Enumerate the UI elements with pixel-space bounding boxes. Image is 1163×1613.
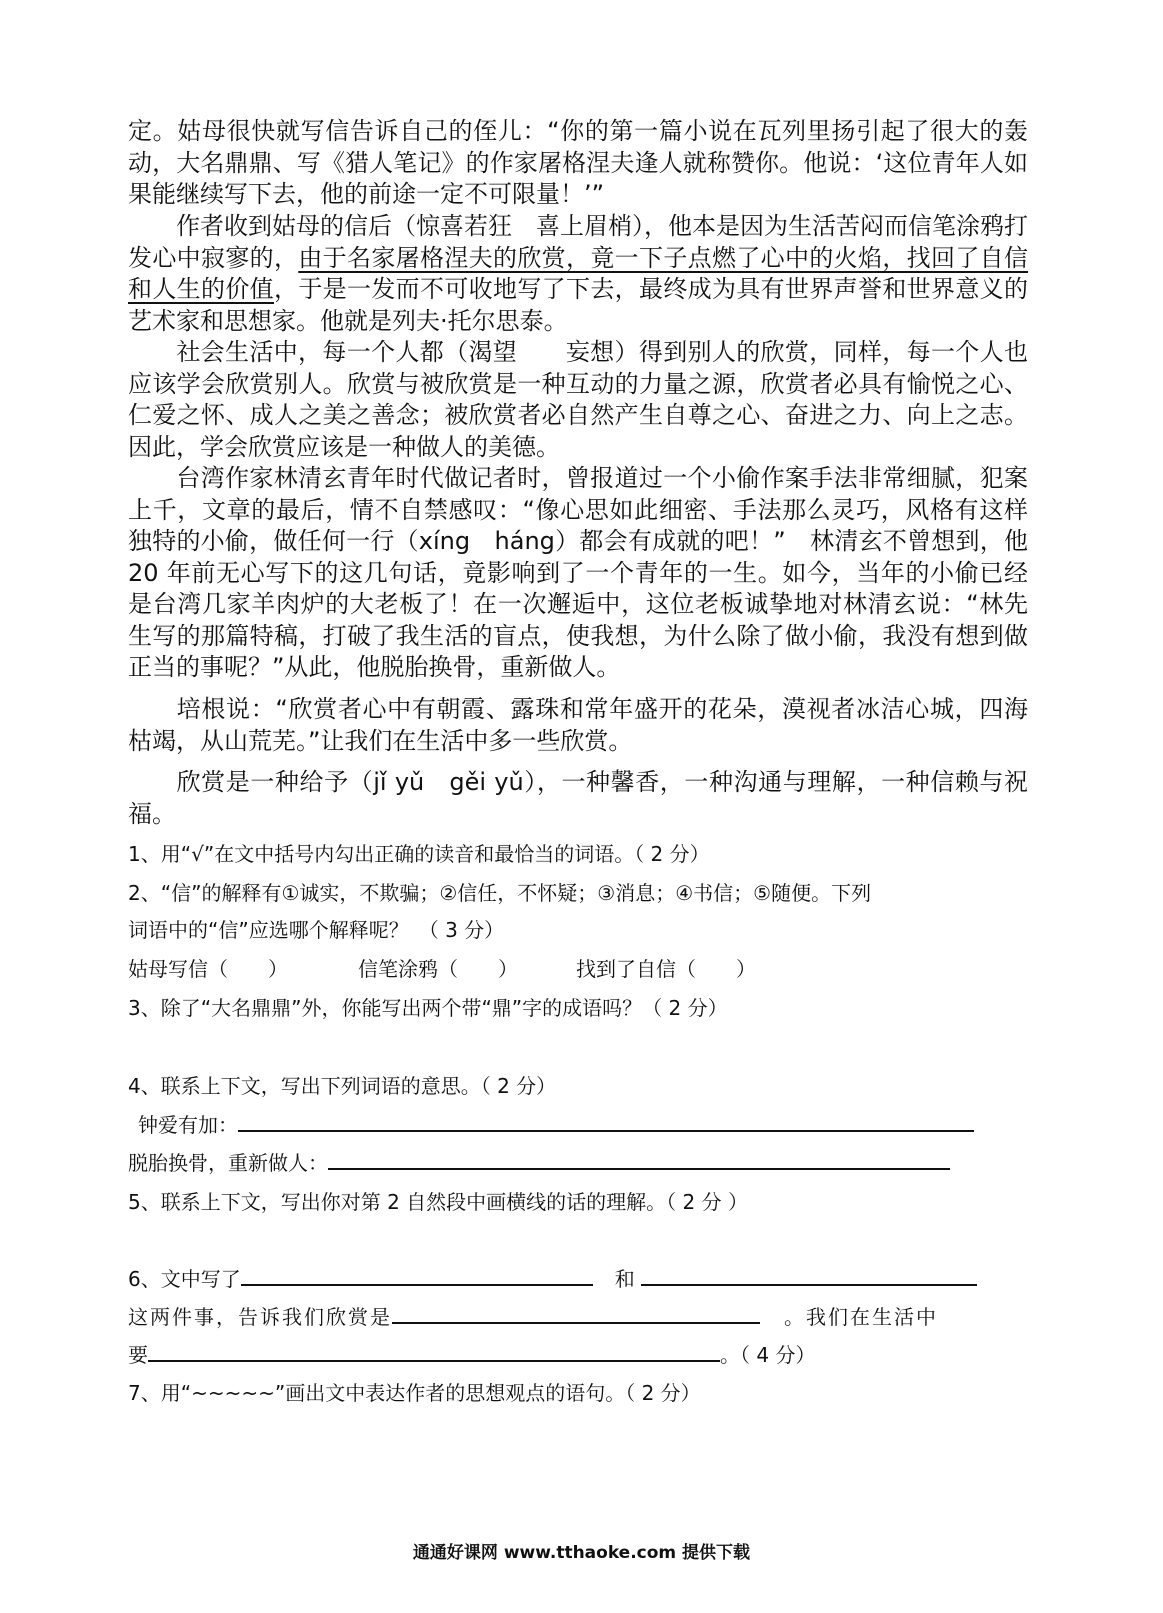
passage-paragraph-2: 作者收到姑母的信后（惊喜若狂 喜上眉梢），他本是因为生活苦闷而信笔涂鸦打发心中寂寥的，由于名家屠格涅夫的欣赏，竟一下子点燃了心中的火焰，找回了自信和人生的价值，于是一发而不可收地写了下去，最终成为具有世界声誉和世界意义的艺术家和思想家。他就是列夫·托尔思泰。	[128, 212, 1029, 335]
question-6-line-2: 这两件事，告诉我们欣赏是 。我们在生活中	[128, 1305, 938, 1329]
q6-blank-4[interactable]	[148, 1342, 720, 1362]
q4-answer-line-2[interactable]	[328, 1150, 950, 1170]
passage-paragraph-4: 台湾作家林清玄青年时代做记者时，曾报道过一个小偷作案手法非常细腻，犯案上千，文章的最后，情不自禁感叹：“像心思如此细密、手法那么灵巧，风格有这样独特的小偷，做任何一行（xíng háng）都会有成就的吧！” 林清玄不曾想到，他 20 年前无心写下的这几句话，竟影响到了一个青年的一生。如今，当年的小偷已经是台湾几家羊肉炉的大老板了！在一次邂逅中，这位老板诚挚地对林清玄说：“林先生写的那篇特稿，打破了我生活的盲点，使我想，为什么除了做小偷，我没有想到做正当的事呢？”从此，他脱胎换骨，重新做人。	[128, 464, 1028, 681]
question-4: 4、联系上下文，写出下列词语的意思。（ 2 分）	[128, 1074, 557, 1098]
q2-item-1[interactable]: 姑母写信（ ）	[128, 957, 288, 981]
question-2-line-1: 2、“信”的解释有①诚实，不欺骗；②信任，不怀疑；③消息；④书信；⑤随便。下列	[128, 881, 872, 905]
q4-answer-line-1[interactable]	[238, 1112, 974, 1132]
q4-row-1	[138, 1112, 974, 1138]
q2-item-2[interactable]: 信笔涂鸦（ ）	[358, 957, 518, 981]
q4-term-2: 脱胎换骨，重新做人：	[128, 1151, 328, 1175]
footer-source: 通通好课网 www.tthaoke.com 提供下载	[412, 1543, 751, 1563]
question-1: 1、用“√”在文中括号内勾出正确的读音和最恰当的词语。（ 2 分）	[128, 842, 710, 866]
question-7: 7、用“~~~~~”画出文中表达作者的思想观点的语句。（ 2 分）	[128, 1381, 701, 1405]
q6-blank-3[interactable]	[392, 1304, 760, 1324]
question-2-line-2: 词语中的“信”应选哪个解释呢？ （ 3 分）	[128, 918, 505, 942]
question-5: 5、联系上下文，写出你对第 2 自然段中画横线的话的理解。（ 2 分 ）	[128, 1190, 748, 1214]
passage-paragraph-5: 培根说：“欣赏者心中有朝霞、露珠和常年盛开的花朵，漠视者冰洁心城，四海枯竭，从山荒芜。”让我们在生活中多一些欣赏。	[128, 695, 1028, 755]
underlined-sentence: 由于名家屠格涅夫的欣赏，竟一下子点燃了心中的火焰，找回了自信和人生的价值	[128, 243, 1029, 303]
question-2-items	[128, 956, 756, 982]
passage-paragraph-1: 定。姑母很快就写信告诉自己的侄儿：“你的第一篇小说在瓦列里扬引起了很大的轰动，大名鼎鼎、写《猎人笔记》的作家屠格涅夫逢人就称赞你。他说：‘这位青年人如果能继续写下去，他的前途一定不可限量！’”	[128, 117, 1028, 208]
passage-paragraph-6: 欣赏是一种给予（jǐ yǔ gěi yǔ），一种馨香，一种沟通与理解，一种信赖与祝福。	[128, 768, 1028, 828]
question-3: 3、除了“大名鼎鼎”外，你能写出两个带“鼎”字的成语吗？（ 2 分）	[128, 996, 728, 1020]
q6-blank-1[interactable]	[241, 1266, 593, 1286]
q6-blank-2[interactable]	[641, 1266, 977, 1286]
passage-paragraph-3: 社会生活中，每一个人都（渴望 妄想）得到别人的欣赏，同样，每一个人也应该学会欣赏别人。欣赏与被欣赏是一种互动的力量之源，欣赏者必具有愉悦之心、仁爱之怀、成人之美之善念；被欣赏者必自然产生自尊之心、奋进之力、向上之志。因此，学会欣赏应该是一种做人的美德。	[128, 338, 1028, 461]
q4-row-2	[128, 1150, 950, 1176]
q2-item-3[interactable]: 找到了自信（ ）	[576, 957, 756, 981]
question-6-line-1: 6、文中写了 和	[128, 1266, 977, 1292]
q4-term-1: 钟爱有加：	[138, 1113, 238, 1137]
question-6-line-3: 要 。（ 4 分）	[128, 1343, 816, 1367]
